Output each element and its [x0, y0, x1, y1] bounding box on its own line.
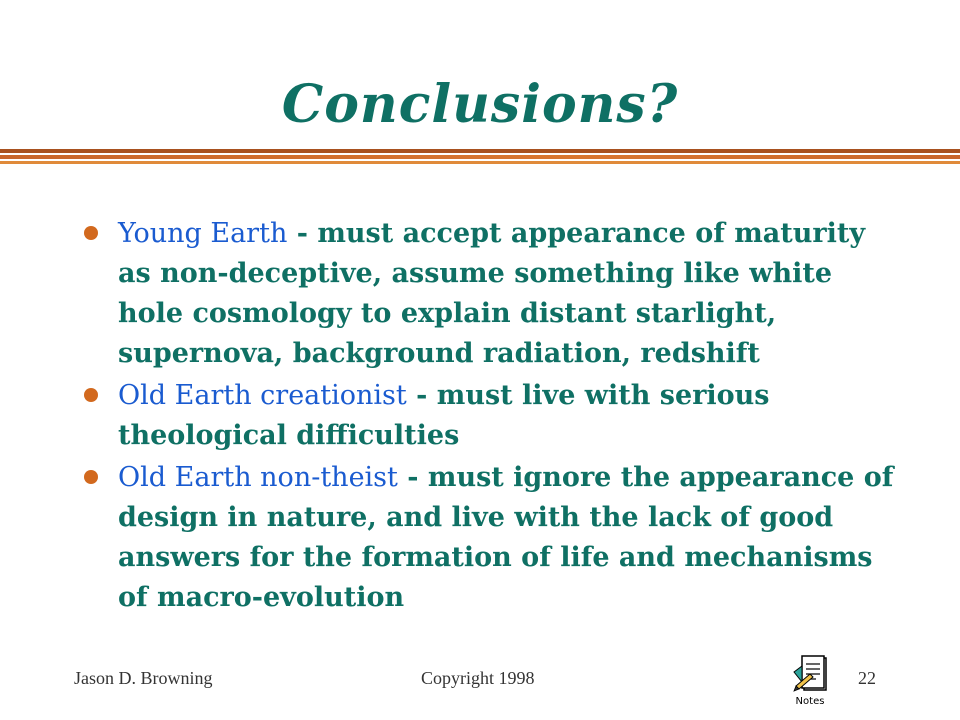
- bullet-item-young-earth: [80, 214, 900, 374]
- title-underline-rules: [0, 149, 960, 167]
- bullet-dot-icon: [84, 388, 98, 402]
- slide-title: Conclusions?: [281, 74, 679, 135]
- footer-author: Jason D. Browning: [74, 668, 213, 688]
- bullet-item-old-earth-creationist: [80, 376, 900, 456]
- notes-icon[interactable]: [790, 652, 830, 710]
- notes-icon-graphic: [790, 652, 830, 696]
- bullet-list: [80, 214, 900, 620]
- bullet-text: - must ignore the appearance of design in nature, and live with the lack of good answers for the formation of life and mechanisms of macro-evolution: [118, 462, 894, 613]
- bullet-dot-icon: [84, 226, 98, 240]
- bullet-term: Young Earth: [118, 218, 288, 249]
- bullet-text: - must accept appearance of maturity as non-deceptive, assume something like white hole cosmology to explain distant starlight, supernova, background radiation, redshift: [118, 218, 866, 369]
- bullet-item-old-earth-non-theist: [80, 458, 900, 618]
- rule-light: [0, 161, 960, 164]
- bullet-term: Old Earth creationist: [118, 380, 407, 411]
- notes-label: Notes: [795, 696, 825, 707]
- rule-mid: [0, 155, 960, 159]
- footer-page-number: 22: [858, 668, 876, 688]
- bullet-term: Old Earth non-theist: [118, 462, 398, 493]
- bullet-text: - must live with serious theological difficulties: [118, 380, 770, 451]
- footer-copyright: Copyright 1998: [421, 668, 535, 688]
- rule-dark: [0, 149, 960, 153]
- bullet-dot-icon: [84, 470, 98, 484]
